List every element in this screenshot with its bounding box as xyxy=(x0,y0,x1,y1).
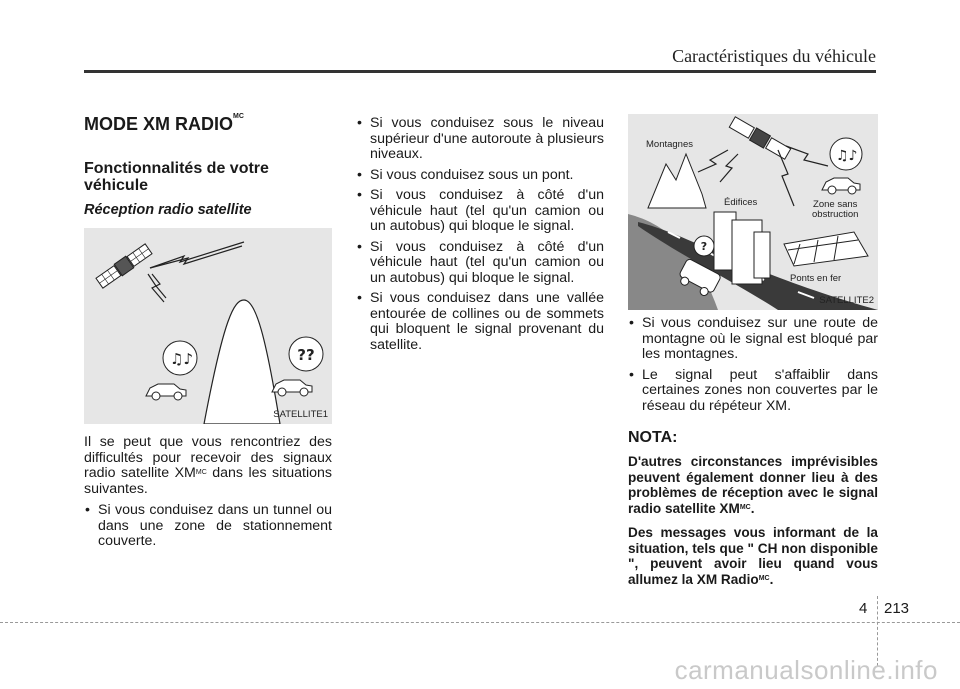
list-item: • Si vous conduisez sous un pont. xyxy=(356,168,604,184)
svg-text:♫♪: ♫♪ xyxy=(836,148,858,164)
question-mark: ? xyxy=(700,240,708,253)
list-item: • Si vous conduisez sur une route de montagne où le signal est bloqué par les montagnes. xyxy=(628,316,878,363)
label-no-obstruction: Zone sans obstruction xyxy=(812,199,859,220)
subsubsection-title: Réception radio satellite xyxy=(84,202,252,218)
running-header: Caractéristiques du véhicule xyxy=(672,46,876,66)
list-item: • Le signal peut s'affaiblir dans certaines zones non couvertes par le réseau du répéteur XM. xyxy=(628,368,878,415)
mountain-icon xyxy=(204,300,280,424)
nota-paragraph-2: Des messages vous informant de la situation, tels que " CH non disponible ", peuvent avoir lieu quand vous allumez la XM Radio$^{MC}$. xyxy=(628,525,878,587)
question-marks: ?? xyxy=(297,346,315,364)
mountains-icon xyxy=(648,154,706,208)
bullet-list-3 xyxy=(628,316,878,414)
section-title-text: MODE XM RADIO xyxy=(84,114,234,134)
list-item: • Si vous conduisez dans un tunnel ou dans une zone de stationnement couverte. xyxy=(84,503,332,550)
header-rule xyxy=(84,70,876,73)
svg-text:♫♪: ♫♪ xyxy=(170,350,194,368)
satellite-icon xyxy=(95,243,152,289)
figure-caption: SATELLITE2 xyxy=(819,295,874,306)
list-item: • Si vous conduisez sous le niveau supérieur d'une autoroute à plusieurs niveaux. xyxy=(356,116,604,163)
intro-paragraph: Il se peut que vous rencontriez des difficultés pour recevoir des signaux radio satellite $XM^{MC}$ dans les situations suivantes. xyxy=(84,434,332,497)
list-item: • Si vous conduisez à côté d'un véhicule haut (tel qu'un camion ou un autobus) qui bloque le signal. xyxy=(356,188,604,235)
car-icon-right xyxy=(272,380,312,396)
satellite-icon-2 xyxy=(729,116,791,160)
section-title xyxy=(84,114,244,135)
label-mountains: Montagnes xyxy=(646,139,694,150)
section-title-sup: MC xyxy=(233,113,244,120)
subsection-title: Fonctionnalités de votre véhicule xyxy=(84,160,269,194)
column-1-text xyxy=(84,435,332,555)
car-icon-left xyxy=(146,384,186,400)
bullet-list-1 xyxy=(84,503,332,550)
footer-rule xyxy=(0,622,960,623)
satellite-figure-2 xyxy=(628,114,878,310)
satellite-illustration-1 xyxy=(84,228,332,424)
label-buildings: Édifices xyxy=(724,197,758,208)
satellite-figure-1 xyxy=(84,228,332,424)
column-3-text xyxy=(628,316,878,419)
list-item: • Si vous conduisez dans une vallée entourée de collines ou de sommets qui bloquent le signal provenant du satellite. xyxy=(356,291,604,353)
nota-paragraph-1: D'autres circonstances imprévisibles peuvent également donner lieu à des problèmes de réception avec le signal radio satellite $XM^{MC}$. xyxy=(628,454,878,516)
bridge-icon xyxy=(784,232,868,266)
figure-caption: SATELLITE1 xyxy=(273,409,328,420)
page-number: 213 xyxy=(884,600,910,617)
bullet-list-2 xyxy=(356,116,604,353)
list-item: • Si vous conduisez à côté d'un véhicule haut (tel qu'un camion ou un autobus) qui bloque le signal. xyxy=(356,240,604,287)
chapter-number: 4 xyxy=(859,600,868,617)
watermark: carmanualsonline.info xyxy=(674,655,938,685)
car-icon xyxy=(822,178,860,194)
label-bridges: Ponts en fer xyxy=(790,273,842,284)
column-2-text xyxy=(356,116,604,358)
nota-heading: NOTA: xyxy=(628,429,678,446)
